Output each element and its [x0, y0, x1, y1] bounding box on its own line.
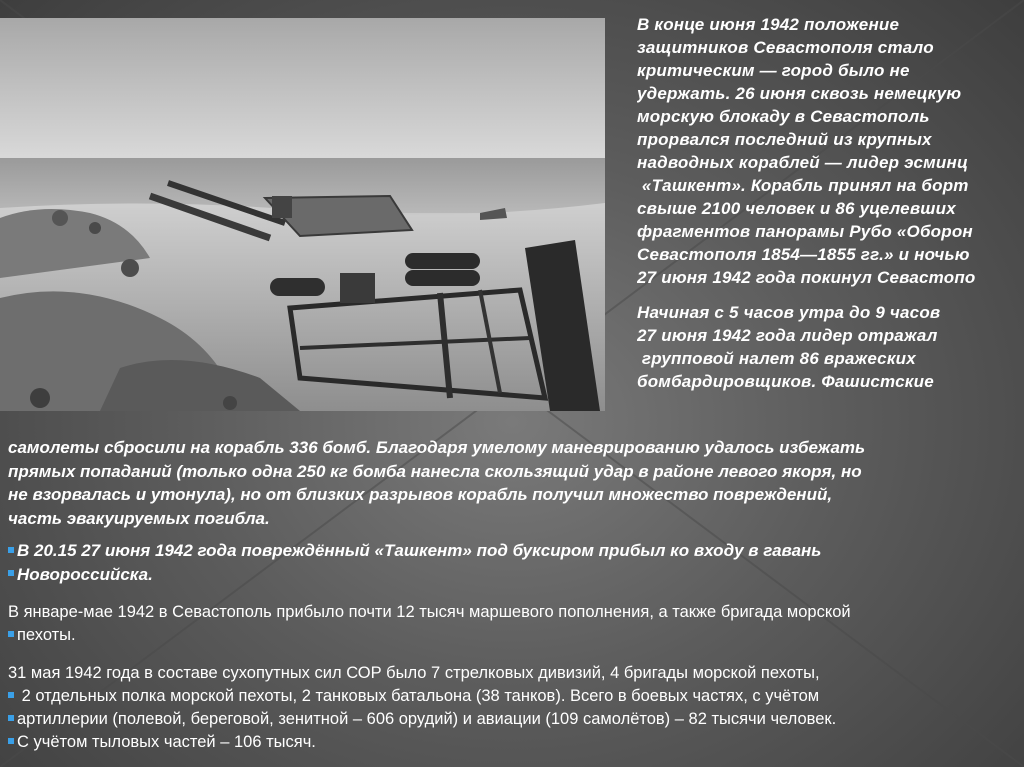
text-line: артиллерии (полевой, береговой, зенитной – 606 орудий) и авиации (109 самолётов) – 82 тысячи человек.	[17, 710, 837, 728]
bullet-marker-icon	[8, 738, 14, 744]
text-line: пехоты.	[17, 626, 76, 644]
text-line: свыше 2100 человек и 86 уцелевших	[637, 199, 956, 218]
text-line: Начиная с 5 часов утра до 9 часов	[637, 303, 941, 322]
plain-paragraph-1	[8, 601, 1024, 647]
text-line: фрагментов панорамы Рубо «Оборон	[637, 222, 973, 241]
bullet-marker-icon	[8, 547, 14, 553]
bullet-marker-icon	[8, 570, 14, 576]
bullet-marker-icon	[8, 715, 14, 721]
text-line: 27 июня 1942 года лидер отражал	[637, 326, 938, 345]
text-line: удержать. 26 июня сквозь немецкую	[637, 84, 962, 103]
text-line: 27 июня 1942 года покинул Севастопо	[637, 268, 976, 287]
bullet-line	[8, 563, 1018, 587]
text-line: С учётом тыловых частей – 106 тысяч.	[17, 733, 316, 751]
bullet-marker-icon	[8, 631, 14, 637]
continuation-paragraph	[8, 436, 1018, 530]
text-line: групповой налет 86 вражеских	[637, 349, 916, 368]
text-line: В 20.15 27 июня 1942 года повреждённый «Ташкент» под буксиром прибыл ко входу в гавань	[17, 541, 822, 560]
text-line: Новороссийска.	[17, 564, 153, 584]
plain-paragraph-2	[8, 662, 1024, 754]
text-line: Севастополя 1854—1855 гг.» и ночью	[637, 245, 970, 264]
bullet-marker-icon	[8, 692, 14, 698]
text-line: прямых попаданий (только одна 250 кг бомба нанесла скользящий удар в районе левого якоря, но	[8, 461, 862, 481]
text-line: 31 мая 1942 года в составе сухопутных сил СОР было 7 стрелковых дивизий, 4 бригады морской пехоты,	[8, 664, 820, 682]
right-column-text	[637, 13, 1024, 413]
text-line: часть эвакуируемых погибла.	[8, 508, 270, 528]
text-line: морскую блокаду в Севастополь	[637, 107, 930, 126]
text-line: прорвался последний из крупных	[637, 130, 932, 149]
text-line: самолеты сбросили на корабль 336 бомб. Благодаря умелому маневрированию удалось избежать	[8, 438, 866, 457]
right-paragraph-2	[637, 301, 1024, 393]
war-wreckage-photo	[0, 18, 605, 411]
bullet-paragraph	[8, 539, 1018, 586]
text-line: В январе-мае 1942 в Севастополь прибыло почти 12 тысяч маршевого пополнения, а также бригада морской	[8, 603, 851, 621]
text-line: надводных кораблей — лидер эсминц	[637, 153, 969, 172]
bullet-line	[8, 624, 1024, 647]
text-line: В конце июня 1942 положение	[637, 15, 900, 34]
right-paragraph-1	[637, 13, 1024, 289]
text-line: 2 отдельных полка морской пехоты, 2 танковых батальона (38 танков). Всего в боевых частях, с учётом	[17, 687, 820, 705]
text-line: «Ташкент». Корабль принял на борт	[637, 176, 969, 195]
text-line: бомбардировщиков. Фашистские	[637, 372, 934, 391]
text-line: критическим — город было не	[637, 61, 910, 80]
text-line: не взорвалась и утонула), но от близких разрывов корабль получил множество повреждений,	[8, 485, 833, 504]
text-line: защитников Севастополя стало	[637, 38, 934, 57]
bullet-line	[8, 539, 1018, 563]
war-wreckage-photo-icon	[0, 18, 605, 411]
bullet-line	[8, 731, 1024, 754]
bullet-line	[8, 685, 1024, 708]
bullet-line	[8, 708, 1024, 731]
